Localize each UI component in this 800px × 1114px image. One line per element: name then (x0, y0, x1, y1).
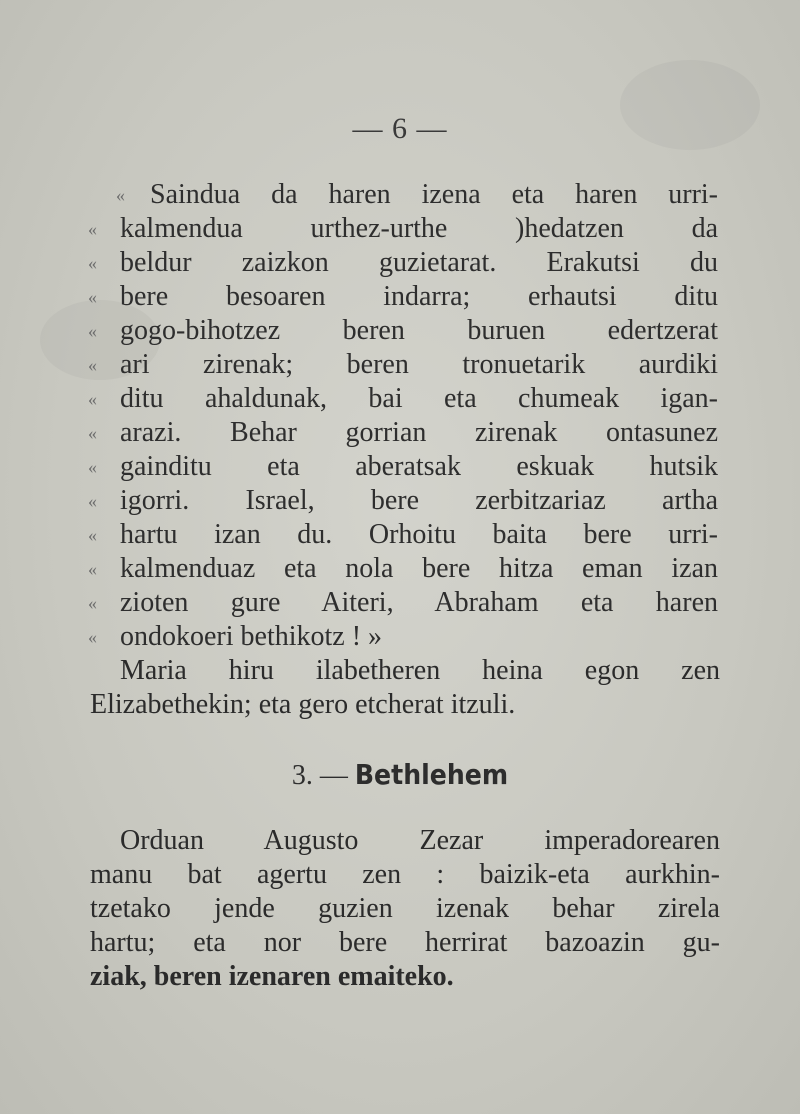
page-number: — 6 — (352, 112, 448, 145)
paragraph-line: manu bat agertu zen : baizik-eta aurkhin- (90, 859, 720, 890)
quote-line (88, 314, 718, 348)
quote-line-text: igorri. Israel, bere zerbitzariaz artha (120, 485, 718, 516)
quote-line (88, 382, 718, 416)
quote-mark: « (88, 321, 97, 341)
quote-mark: « (88, 525, 97, 545)
quote-line-text: kalmendua urthez-urthe )hedatzen da (120, 213, 718, 244)
paragraph-line: Maria hiru ilabetheren heina egon zen (120, 655, 720, 686)
quote-line-text: zioten gure Aiteri, Abraham eta haren (120, 587, 718, 618)
quote-line (88, 246, 718, 280)
paragraph-line: Orduan Augusto Zezar imperadorearen (120, 825, 720, 856)
quote-mark: « (88, 389, 97, 409)
paragraph-line: ziak, beren izenaren emaiteko. (90, 961, 454, 992)
quote-line (88, 212, 718, 246)
quote-mark: « (88, 423, 97, 443)
quote-line-text: ditu ahaldunak, bai eta chumeak igan- (120, 383, 718, 414)
section-title: Bethlehem (354, 758, 509, 791)
section-heading (0, 758, 800, 792)
quote-line-text: gogo-bihotzez beren buruen edertzerat (120, 315, 718, 346)
section-number: 3. — (291, 760, 348, 791)
quote-mark: « (88, 355, 97, 375)
quote-line-text: ari zirenak; beren tronuetarik aurdiki (120, 349, 718, 380)
quote-line-text: gainditu eta aberatsak eskuak hutsik (120, 451, 718, 482)
paragraph-line: tzetako jende guzien izenak behar zirela (90, 893, 720, 924)
quote-line (88, 348, 718, 382)
quote-mark: « (88, 627, 97, 647)
quote-line-text: arazi. Behar gorrian zirenak ontasunez (120, 417, 718, 448)
quote-mark: « (88, 219, 97, 239)
paragraph-line: Elizabethekin; eta gero etcherat itzuli. (90, 689, 516, 720)
paragraph-line: hartu; eta nor bere herrirat bazoazin gu- (90, 927, 720, 958)
quote-mark: « (88, 559, 97, 579)
quote-line-text: bere besoaren indarra; erhautsi ditu (120, 281, 718, 312)
quote-line-text: Saindua da haren izena eta haren urri- (150, 179, 718, 210)
quote-line (88, 280, 718, 314)
paragraph-orduan (90, 824, 720, 994)
quote-line (88, 518, 718, 552)
quote-line-text: beldur zaizkon guzietarat. Erakutsi du (120, 247, 718, 278)
paragraph-maria (90, 654, 720, 722)
quote-line (88, 552, 718, 586)
quote-mark: « (88, 253, 97, 273)
quote-mark: « (88, 287, 97, 307)
quote-line (88, 450, 718, 484)
quote-line-text: kalmenduaz eta nola bere hitza eman izan (120, 553, 718, 584)
quote-line-text: ondokoeri bethikotz ! » (120, 621, 383, 652)
quote-line (88, 178, 718, 212)
quote-line (88, 484, 718, 518)
quote-block (88, 178, 718, 654)
quote-line (88, 620, 718, 654)
quote-mark: « (88, 457, 97, 477)
quote-line-text: hartu izan du. Orhoitu baita bere urri- (120, 519, 718, 550)
quote-line (88, 416, 718, 450)
quote-line (88, 586, 718, 620)
quote-mark: « (88, 593, 97, 613)
quote-mark: « (88, 491, 97, 511)
quote-mark: « (116, 185, 125, 205)
